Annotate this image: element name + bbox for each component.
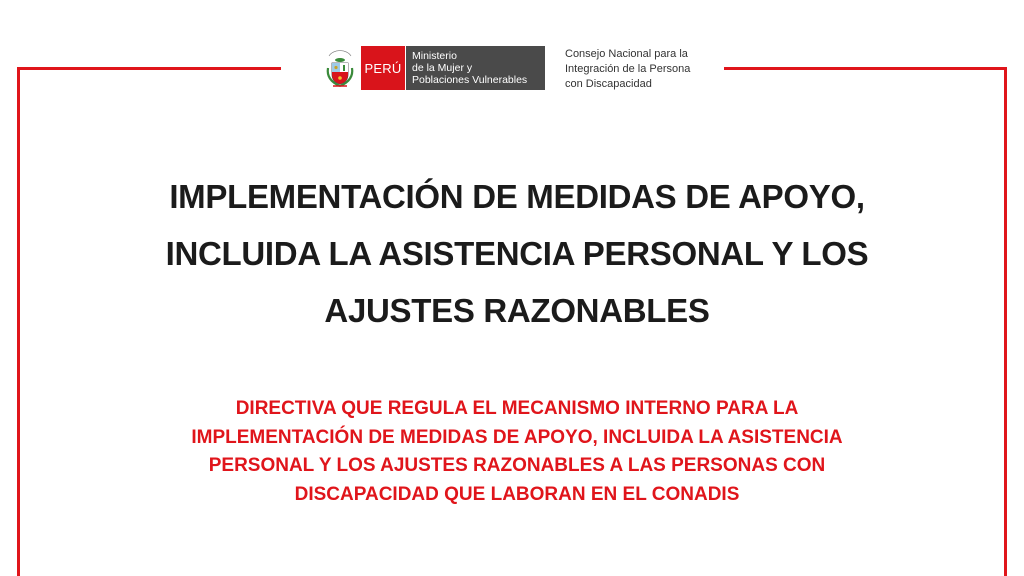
coat-of-arms-icon [323,46,357,90]
ministry-line-2: de la Mujer y [412,62,473,74]
council-name [565,47,690,92]
country-label: PERÚ [364,60,402,76]
peru-label-box [361,46,405,90]
slide-title: IMPLEMENTACIÓN DE MEDIDAS DE APOYO, INCLUIDA LA ASISTENCIA PERSONAL Y LOS AJUSTES RAZONABLES [165,178,869,329]
slide-subtitle: DIRECTIVA QUE REGULA EL MECANISMO INTERNO PARA LA IMPLEMENTACIÓN DE MEDIDAS DE APOYO, INCLUIDA LA ASISTENCIA PERSONAL Y LOS AJUSTES RAZONABLES A LAS PERSONAS CON DISCAPACIDAD QUE LABORAN EN EL CONADIS [191,398,843,505]
ministry-line-3: Poblaciones Vulnerables [412,74,528,86]
council-line-1: Consejo Nacional para la [565,48,688,60]
council-line-2: Integración de la Persona [565,63,691,75]
frame-right-line [1004,67,1007,576]
frame-left-line [17,67,20,576]
frame-top-right-line [724,67,1007,70]
government-logo [323,46,545,90]
ministry-line-1: Ministerio [412,50,457,62]
council-line-3: con Discapacidad [565,78,652,90]
ministry-label-box [405,46,545,90]
frame-top-left-line [17,67,281,70]
